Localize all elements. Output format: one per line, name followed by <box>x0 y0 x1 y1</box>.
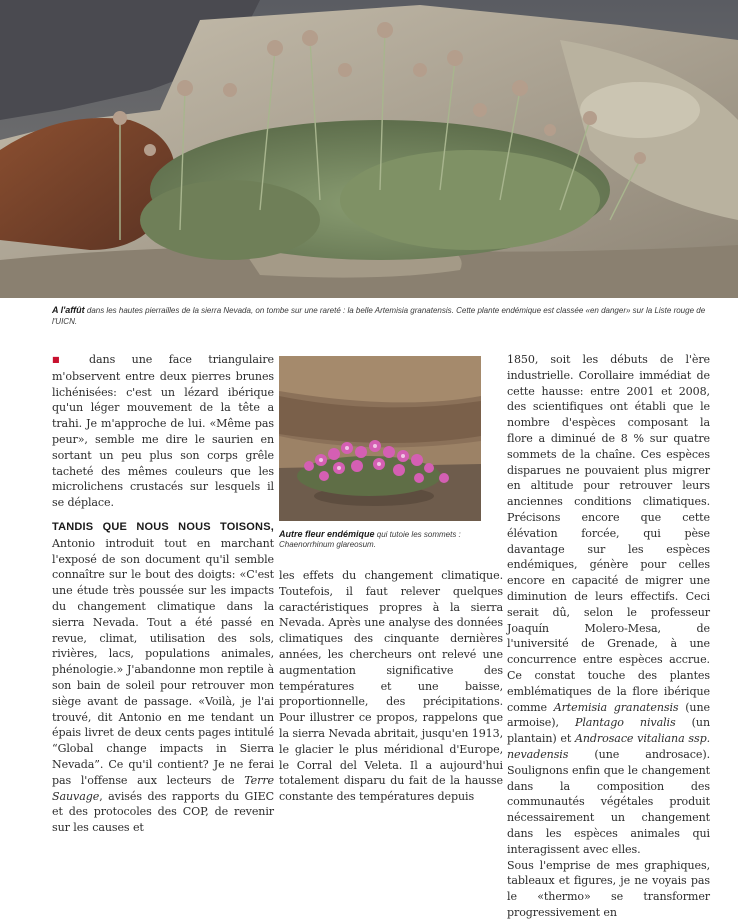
paragraph-text: les effets du changement climatique. Toutefois, il faut relever quelques caractéristiques propres à la sierra Nevada. Après une analyse des données climatiques des cinquante dernières années, les chercheurs ont relevé une augmentation significative des températures et une baisse, proportionnelle, des précipitations. Pour illustrer ce propos, rappelons que la sierra Nevada abritait, jusqu'en 1913, le glacier le plus méridional d'Europe, le Corral del Veleta. Il a aujourd'hui totalement disparu du fait de la hausse constante des températures depuis <box>279 569 503 804</box>
paragraph <box>507 352 710 858</box>
paragraph-text: dans une face triangulaire m'observent entre deux pierres brunes lichénisées: c'est un lézard ibérique qu'un léger mouvement de la tête a trahi. Je m'approche de lui. «Même pas peur», semble me dire le saurien en sortant un peu plus son corps grêle tacheté des mêmes couleurs que les microlichens crustacés sur lesquels il se déplace. <box>52 353 274 510</box>
species-name: Androsace vitaliana ssp. nevadensis <box>507 732 710 761</box>
caption-text: dans les hautes pierrailles de la sierra Nevada, on tombe sur une rareté : la belle Artemisia granatensis. Cette plante endémique est classée «en danger» sur la Liste rouge de l'UICN. <box>52 306 706 326</box>
paragraph-text: 1850, soit les débuts de l'ère industrielle. Corollaire immédiat de cette hausse: entre 2001 et 2008, des scientifiques ont établi que le nombre d'espèces composant la flore a diminué de 8 % sur quatre sommets de la chaîne. Ces espèces disparues ne pouvaient plus migrer en altitude pour retrouver leurs anciennes conditions climatiques. Précisons encore que cette élévation forcée, qui pèse davantage sur les espèces endémiques, génère pour celles encore en capacité de migrer une diminution de leurs effectifs. Ceci serait dû, selon le professeur Joaquín Molero-Mesa, de l'université de Grenade, à une concurrence entre espèces accrue. Ce constat touche des plantes emblématiques de la flore ibérique comme <box>507 353 710 714</box>
column-3 <box>507 352 710 921</box>
inset-caption-lead: Autre fleur endémique <box>279 529 375 539</box>
column-1 <box>52 352 274 836</box>
species-name: Artemisia granatensis <box>553 700 679 714</box>
paragraph-text: (une armoise), <box>507 700 710 730</box>
paragraph-text: (une androsace). Soulignons enfin que le changement dans la composition des communautés végétales produit nécessairement un changement dans les espèces animales qui interagissent avec elles. <box>507 747 710 856</box>
caption-lead: A l'affût <box>52 305 85 315</box>
paragraph-text: , avisés des rapports du GIEC et des protocoles des COP, de revenir sur les causes et <box>52 789 274 835</box>
paragraph-text: Sous l'emprise de mes graphiques, tableaux et figures, je ne voyais pas le «thermo» se transformer progressivement en <box>507 858 710 919</box>
inset-caption-text: qui tutoie les sommets : Chaenorrhinum glareosum. <box>279 530 461 549</box>
section-lead: TANDIS QUE NOUS NOUS TOISONS, <box>52 520 274 533</box>
magazine-title: Terre Sauvage <box>52 773 274 803</box>
inset-caption <box>279 529 503 550</box>
paragraph-text: Antonio introduit tout en marchant l'exposé de son document qu'il semble connaître sur le bout des doigts: «C'est une étude très poussée sur les impacts du changement climatique dans la sierra Nevada. Tout a été passé en revue, climat, utilisation des sols, rivières, lacs, populations animales, phénologie.» J'abandonne mon reptile à son bain de soleil pour retrouver mon siège avant de passage. «Voilà, je l'ai trouvé, dit Antonio en me tendant un épais livret de deux cents pages intitulé “Global change impacts in Sierra Nevada”. Ce qu'il contient? Je ne ferai pas l'offense aux lecteurs de <box>52 536 274 787</box>
inset-photo <box>279 356 481 521</box>
artemisia-photo-icon <box>0 0 738 298</box>
hero-photo <box>0 0 738 298</box>
column-2 <box>279 568 503 805</box>
paragraph-text: (un plantain) et <box>507 716 710 746</box>
photo-caption <box>52 305 722 327</box>
chaenorrhinum-photo-icon <box>279 356 481 521</box>
paragraph <box>52 519 274 836</box>
continuation-marker-icon: ■ <box>52 355 73 364</box>
paragraph <box>52 352 274 511</box>
species-name: Plantago nivalis <box>574 716 676 730</box>
